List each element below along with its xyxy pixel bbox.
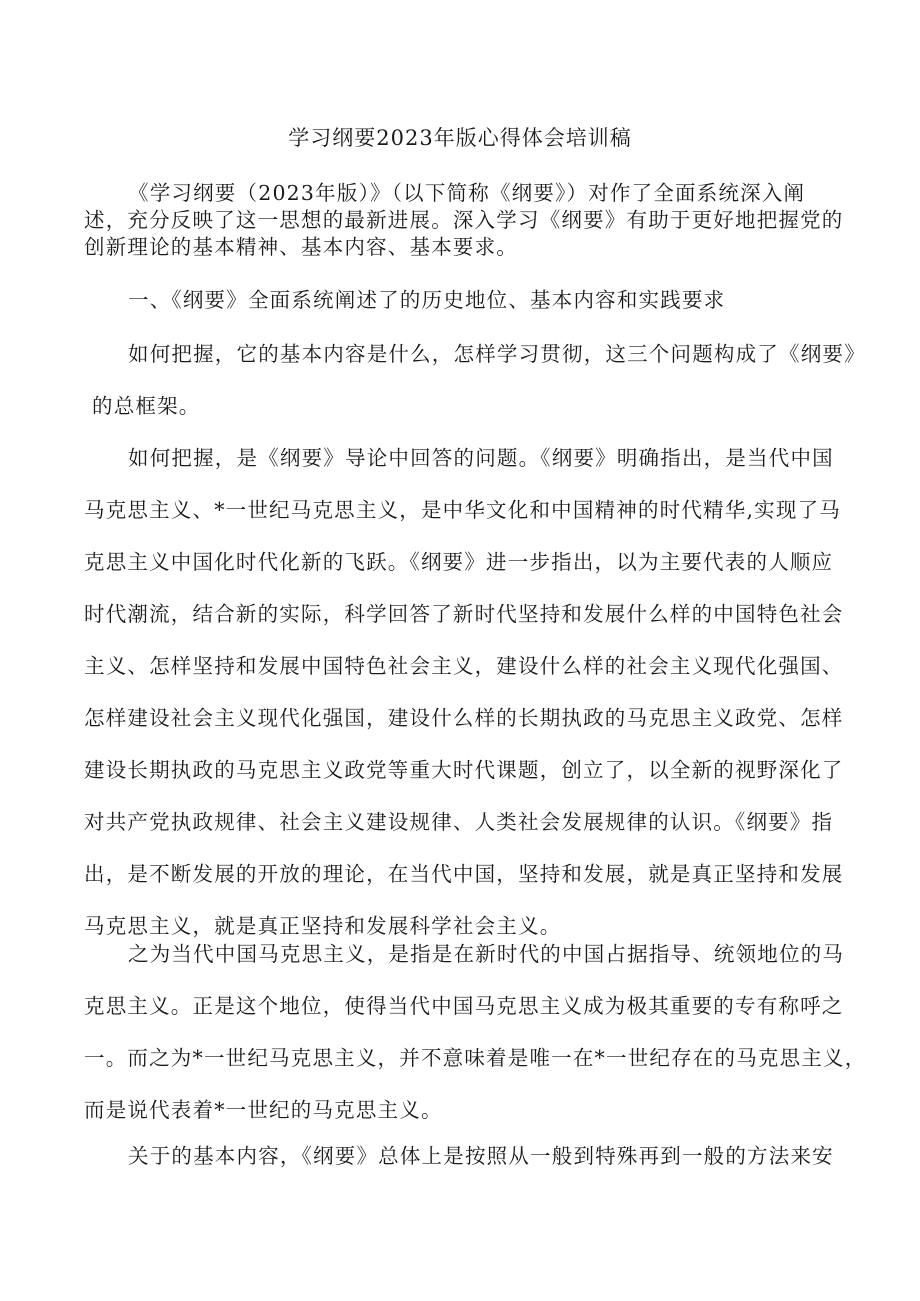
paragraph-line: 出，是不断发展的开放的理论，在当代中国，坚持和发展，就是真正坚持和发展 — [84, 862, 844, 886]
paragraph-line: 主义、怎样坚持和发展中国特色社会主义，建设什么样的社会主义现代化强国、 — [84, 654, 844, 678]
paragraph-line: 克思主义中国化时代化新的飞跃。《纲要》进一步指出，以为主要代表的人顺应 — [84, 550, 834, 574]
paragraph-line: 关于的基本内容，《纲要》总体上是按照从一般到特殊再到一般的方法来安 — [128, 1144, 834, 1168]
paragraph-line: 马克思主义，就是真正坚持和发展科学社会主义。 — [84, 914, 562, 938]
paragraph-line: 怎样建设社会主义现代化强国，建设什么样的长期执政的马克思主义政党、怎样 — [84, 706, 844, 730]
paragraph-line: 如何把握，是《纲要》导论中回答的问题。《纲要》明确指出，是当代中国 — [128, 446, 834, 470]
paragraph-line: 之为当代中国马克思主义，是指是在新时代的中国占据指导、统领地位的马 — [128, 942, 845, 966]
paragraph-line: 马克思主义、*一世纪马克思主义，是中华文化和中国精神的时代精华,实现了马 — [84, 498, 841, 522]
intro-paragraph — [84, 180, 844, 261]
paragraph-line: 《学习纲要（2023年版）》（以下简称《纲要》）对作了全面系统深入阐 — [128, 181, 806, 205]
body-paragraph — [84, 328, 866, 432]
section-heading — [84, 274, 844, 326]
paragraph-line: 述，充分反映了这一思想的最新进展。深入学习《纲要》有助于更好地把握党的 — [84, 208, 844, 232]
paragraph-line: 对共产党执政规律、社会主义建设规律、人类社会发展规律的认识。《纲要》指 — [84, 810, 834, 834]
paragraph-line: 时代潮流，结合新的实际，科学回答了新时代坚持和发展什么样的中国特色社会 — [84, 602, 844, 626]
body-paragraph — [84, 432, 844, 952]
paragraph-line: 而是说代表着*一世纪的马克思主义。 — [84, 1098, 443, 1122]
body-paragraph — [84, 1130, 844, 1182]
paragraph-line: 一。而之为*一世纪马克思主义，并不意味着是唯一在*一世纪存在的马克思主义， — [84, 1046, 867, 1070]
body-paragraph — [84, 928, 867, 1136]
paragraph-line: 的总框架。 — [92, 394, 201, 418]
paragraph-line: 创新理论的基本精神、基本内容、基本要求。 — [84, 235, 518, 259]
paragraph-line: 如何把握，它的基本内容是什么，怎样学习贯彻，这三个问题构成了《纲要》 — [128, 342, 866, 366]
section-heading-text: 一、《纲要》全面系统阐述了的历史地位、基本内容和实践要求 — [128, 288, 726, 312]
paragraph-line: 克思主义。正是这个地位，使得当代中国马克思主义成为极其重要的专有称呼之 — [84, 994, 844, 1018]
document-title: 学习纲要2023年版心得体会培训稿 — [288, 126, 632, 150]
paragraph-line: 建设长期执政的马克思主义政党等重大时代课题，创立了，以全新的视野深化了 — [84, 758, 844, 782]
